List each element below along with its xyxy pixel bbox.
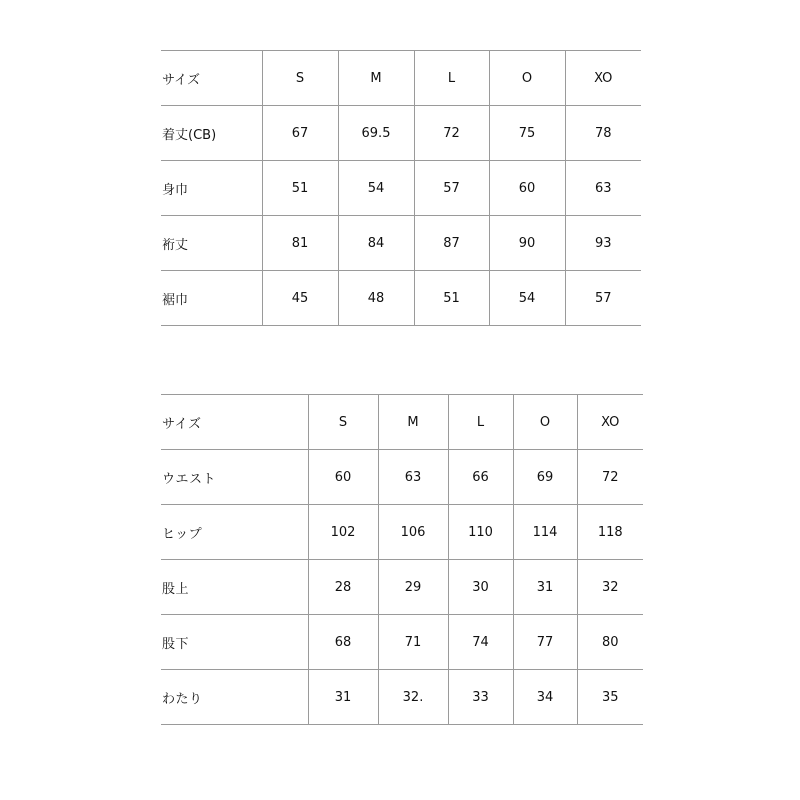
- table-row: [161, 161, 641, 216]
- header-size-o: O: [513, 395, 577, 450]
- header-size-xo: XO: [577, 395, 643, 450]
- table-cell: 66: [448, 450, 513, 505]
- header-size-s: S: [308, 395, 378, 450]
- table-cell: 90: [489, 216, 565, 271]
- table-row: [161, 560, 643, 615]
- table-cell: 63: [378, 450, 448, 505]
- table-cell: 102: [308, 505, 378, 560]
- row-label: 股下: [161, 615, 308, 670]
- table-cell: 80: [577, 615, 643, 670]
- table-cell: 32: [577, 560, 643, 615]
- table-cell: 54: [489, 271, 565, 326]
- header-size-o: O: [489, 51, 565, 106]
- header-size-m: M: [378, 395, 448, 450]
- header-size-l: L: [414, 51, 489, 106]
- table-cell: 75: [489, 106, 565, 161]
- table-cell: 57: [414, 161, 489, 216]
- table-cell: 77: [513, 615, 577, 670]
- row-label: 着丈(CB): [161, 106, 262, 161]
- table-cell: 54: [338, 161, 414, 216]
- table-cell: 30: [448, 560, 513, 615]
- table-cell: 51: [262, 161, 338, 216]
- row-label: 股上: [161, 560, 308, 615]
- table-cell: 81: [262, 216, 338, 271]
- table-cell: 32.: [378, 670, 448, 725]
- table-cell: 84: [338, 216, 414, 271]
- table-cell: 31: [513, 560, 577, 615]
- row-label: わたり: [161, 670, 308, 725]
- table-row: [161, 271, 641, 326]
- top-size-table: [161, 50, 641, 326]
- table-row: [161, 216, 641, 271]
- table-row: [161, 106, 641, 161]
- table-row: [161, 505, 643, 560]
- row-label: ヒップ: [161, 505, 308, 560]
- table-cell: 68: [308, 615, 378, 670]
- table-cell: 106: [378, 505, 448, 560]
- table-cell: 35: [577, 670, 643, 725]
- header-size-label: サイズ: [161, 395, 308, 450]
- header-size-s: S: [262, 51, 338, 106]
- table-row: [161, 670, 643, 725]
- header-size-m: M: [338, 51, 414, 106]
- table-cell: 51: [414, 271, 489, 326]
- table-cell: 71: [378, 615, 448, 670]
- table-cell: 60: [308, 450, 378, 505]
- table-cell: 72: [577, 450, 643, 505]
- table-cell: 87: [414, 216, 489, 271]
- bottom-size-table: [161, 394, 643, 725]
- table-cell: 31: [308, 670, 378, 725]
- table-cell: 48: [338, 271, 414, 326]
- table-cell: 78: [565, 106, 641, 161]
- row-label: 裾巾: [161, 271, 262, 326]
- table-row: [161, 615, 643, 670]
- table-header-row: [161, 395, 643, 450]
- table-cell: 110: [448, 505, 513, 560]
- table-cell: 74: [448, 615, 513, 670]
- table-cell: 57: [565, 271, 641, 326]
- table-cell: 45: [262, 271, 338, 326]
- table-cell: 34: [513, 670, 577, 725]
- table-cell: 63: [565, 161, 641, 216]
- row-label: ウエスト: [161, 450, 308, 505]
- table-row: [161, 450, 643, 505]
- table-cell: 67: [262, 106, 338, 161]
- header-size-l: L: [448, 395, 513, 450]
- table-cell: 69.5: [338, 106, 414, 161]
- table-cell: 72: [414, 106, 489, 161]
- table-cell: 60: [489, 161, 565, 216]
- table-cell: 29: [378, 560, 448, 615]
- header-size-xo: XO: [565, 51, 641, 106]
- table-cell: 69: [513, 450, 577, 505]
- table-cell: 28: [308, 560, 378, 615]
- table-cell: 114: [513, 505, 577, 560]
- row-label: 身巾: [161, 161, 262, 216]
- table-cell: 33: [448, 670, 513, 725]
- header-size-label: サイズ: [161, 51, 262, 106]
- table-header-row: [161, 51, 641, 106]
- row-label: 裄丈: [161, 216, 262, 271]
- table-cell: 118: [577, 505, 643, 560]
- table-cell: 93: [565, 216, 641, 271]
